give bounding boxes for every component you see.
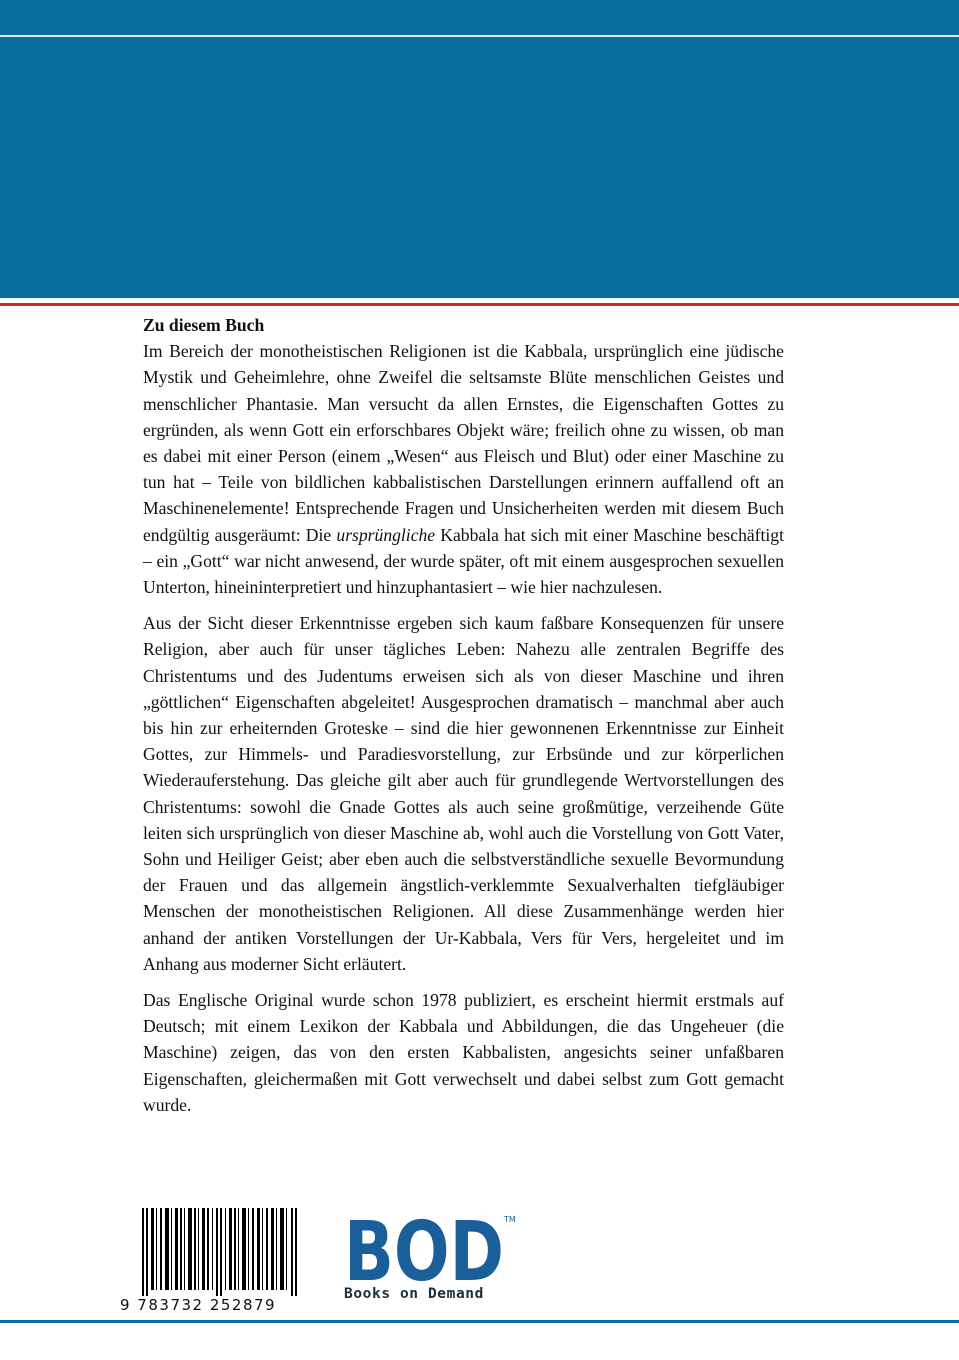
red-accent-rule	[0, 303, 959, 306]
blurb-paragraph-1	[143, 338, 784, 600]
blurb-paragraph-3: Das Englische Original wurde schon 1978 publiziert, es erscheint hiermit erstmals auf Deutsch; mit einem Lexikon der Kabbala und Abbildungen, die das Ungeheuer (die Maschine) zeigen, das von den ersten Kabbalisten, angesichts seiner unfaßbaren Eigenschaften, gleichermaßen mit Gott verwechselt und dabei selbst zum Gott gemacht wurde.	[143, 990, 784, 1115]
bod-subtitle: Books on Demand	[344, 1286, 484, 1302]
isbn-barcode	[120, 1208, 310, 1318]
blurb-text	[143, 312, 784, 1128]
p1-end: Kabbala hat sich mit einer Maschine beschäftigt – ein „Gott“ war nicht anwesend, der wurde später, oft mit einem ausgesprochen sexuellen Unterton, hineininterpretiert und hinzuphantasiert – wie hier nachzulesen.	[143, 524, 784, 598]
blurb-heading: Zu diesem Buch	[143, 315, 265, 335]
blurb-paragraph-2: Aus der Sicht dieser Erkenntnisse ergeben sich kaum faßbare Konsequenzen für unsere Religion, aber auch für unser tägliches Leben: Nahezu alle zentralen Begriffe des Christentums und des Judentums erweisen sich als von dieser Maschine und ihren „göttlichen“ Eigenschaften abgeleitet! Ausgesprochen dramatisch – manchmal aber auch bis hin zur erheiternden Groteske – sind die hier gewonnenen Erkenntnisse zur Einheit Gottes, zur Himmels- und Paradiesvorstellung, zur Erbsünde und zur körperlichen Wiederauferstehung. Das gleiche gilt aber auch für grundlegende Wertvorstellungen des Christentums: sowohl die Gnade Gottes als auch seine großmütige, verzeihende Güte leiten sich ursprünglich von dieser Maschine ab, wohl auch die Vorstellung von Gott Vater, Sohn und Heiliger Geist; aber eben auch die selbstverständliche sexuelle Bevormundung der Frauen und das allgemein ängstlich-verklemmte Sexualverhalten tiefgläubiger Menschen der monotheistischen Religionen. All diese Zusammenhänge werden hier anhand der antiken Vorstellungen der Ur-Kabbala, Vers für Vers, hergeleitet und im Anhang aus moderner Sicht erläutert.	[143, 613, 784, 974]
p1-start: Im Bereich der monotheistischen Religionen ist die Kabbala, ursprünglich eine jüdische Mystik und Geheimlehre, ohne Zweifel die seltsamste Blüte menschlichen Geistes und menschlicher Phantasie. Man versucht da allen Ernstes, die Eigenschaften Gottes zu ergründen, als wenn Gott ein erforschbares Objekt wäre; freilich ohne zu wissen, ob man es dabei mit einer Person (einem „Wesen“ aus Fleisch und Blut) oder einer Maschine zu tun hat – Teile von bildlichen kabbalistischen Darstellungen erinnern auffallend oft an Maschinenelemente! Entsprechende Fragen und Unsicherheiten werden mit diesem Buch endgültig ausgeräumt: Die	[143, 341, 784, 545]
bod-logo-letters: BOD	[344, 1212, 504, 1300]
bod-trademark: TM	[504, 1215, 516, 1224]
isbn-number: 9 783732 252879	[120, 1296, 277, 1314]
barcode-bars	[142, 1208, 297, 1296]
p1-emphasis: ursprüngliche	[336, 524, 436, 545]
cover-top-band	[0, 0, 959, 298]
bottom-rule	[0, 1320, 959, 1323]
top-thin-rule	[0, 35, 959, 37]
